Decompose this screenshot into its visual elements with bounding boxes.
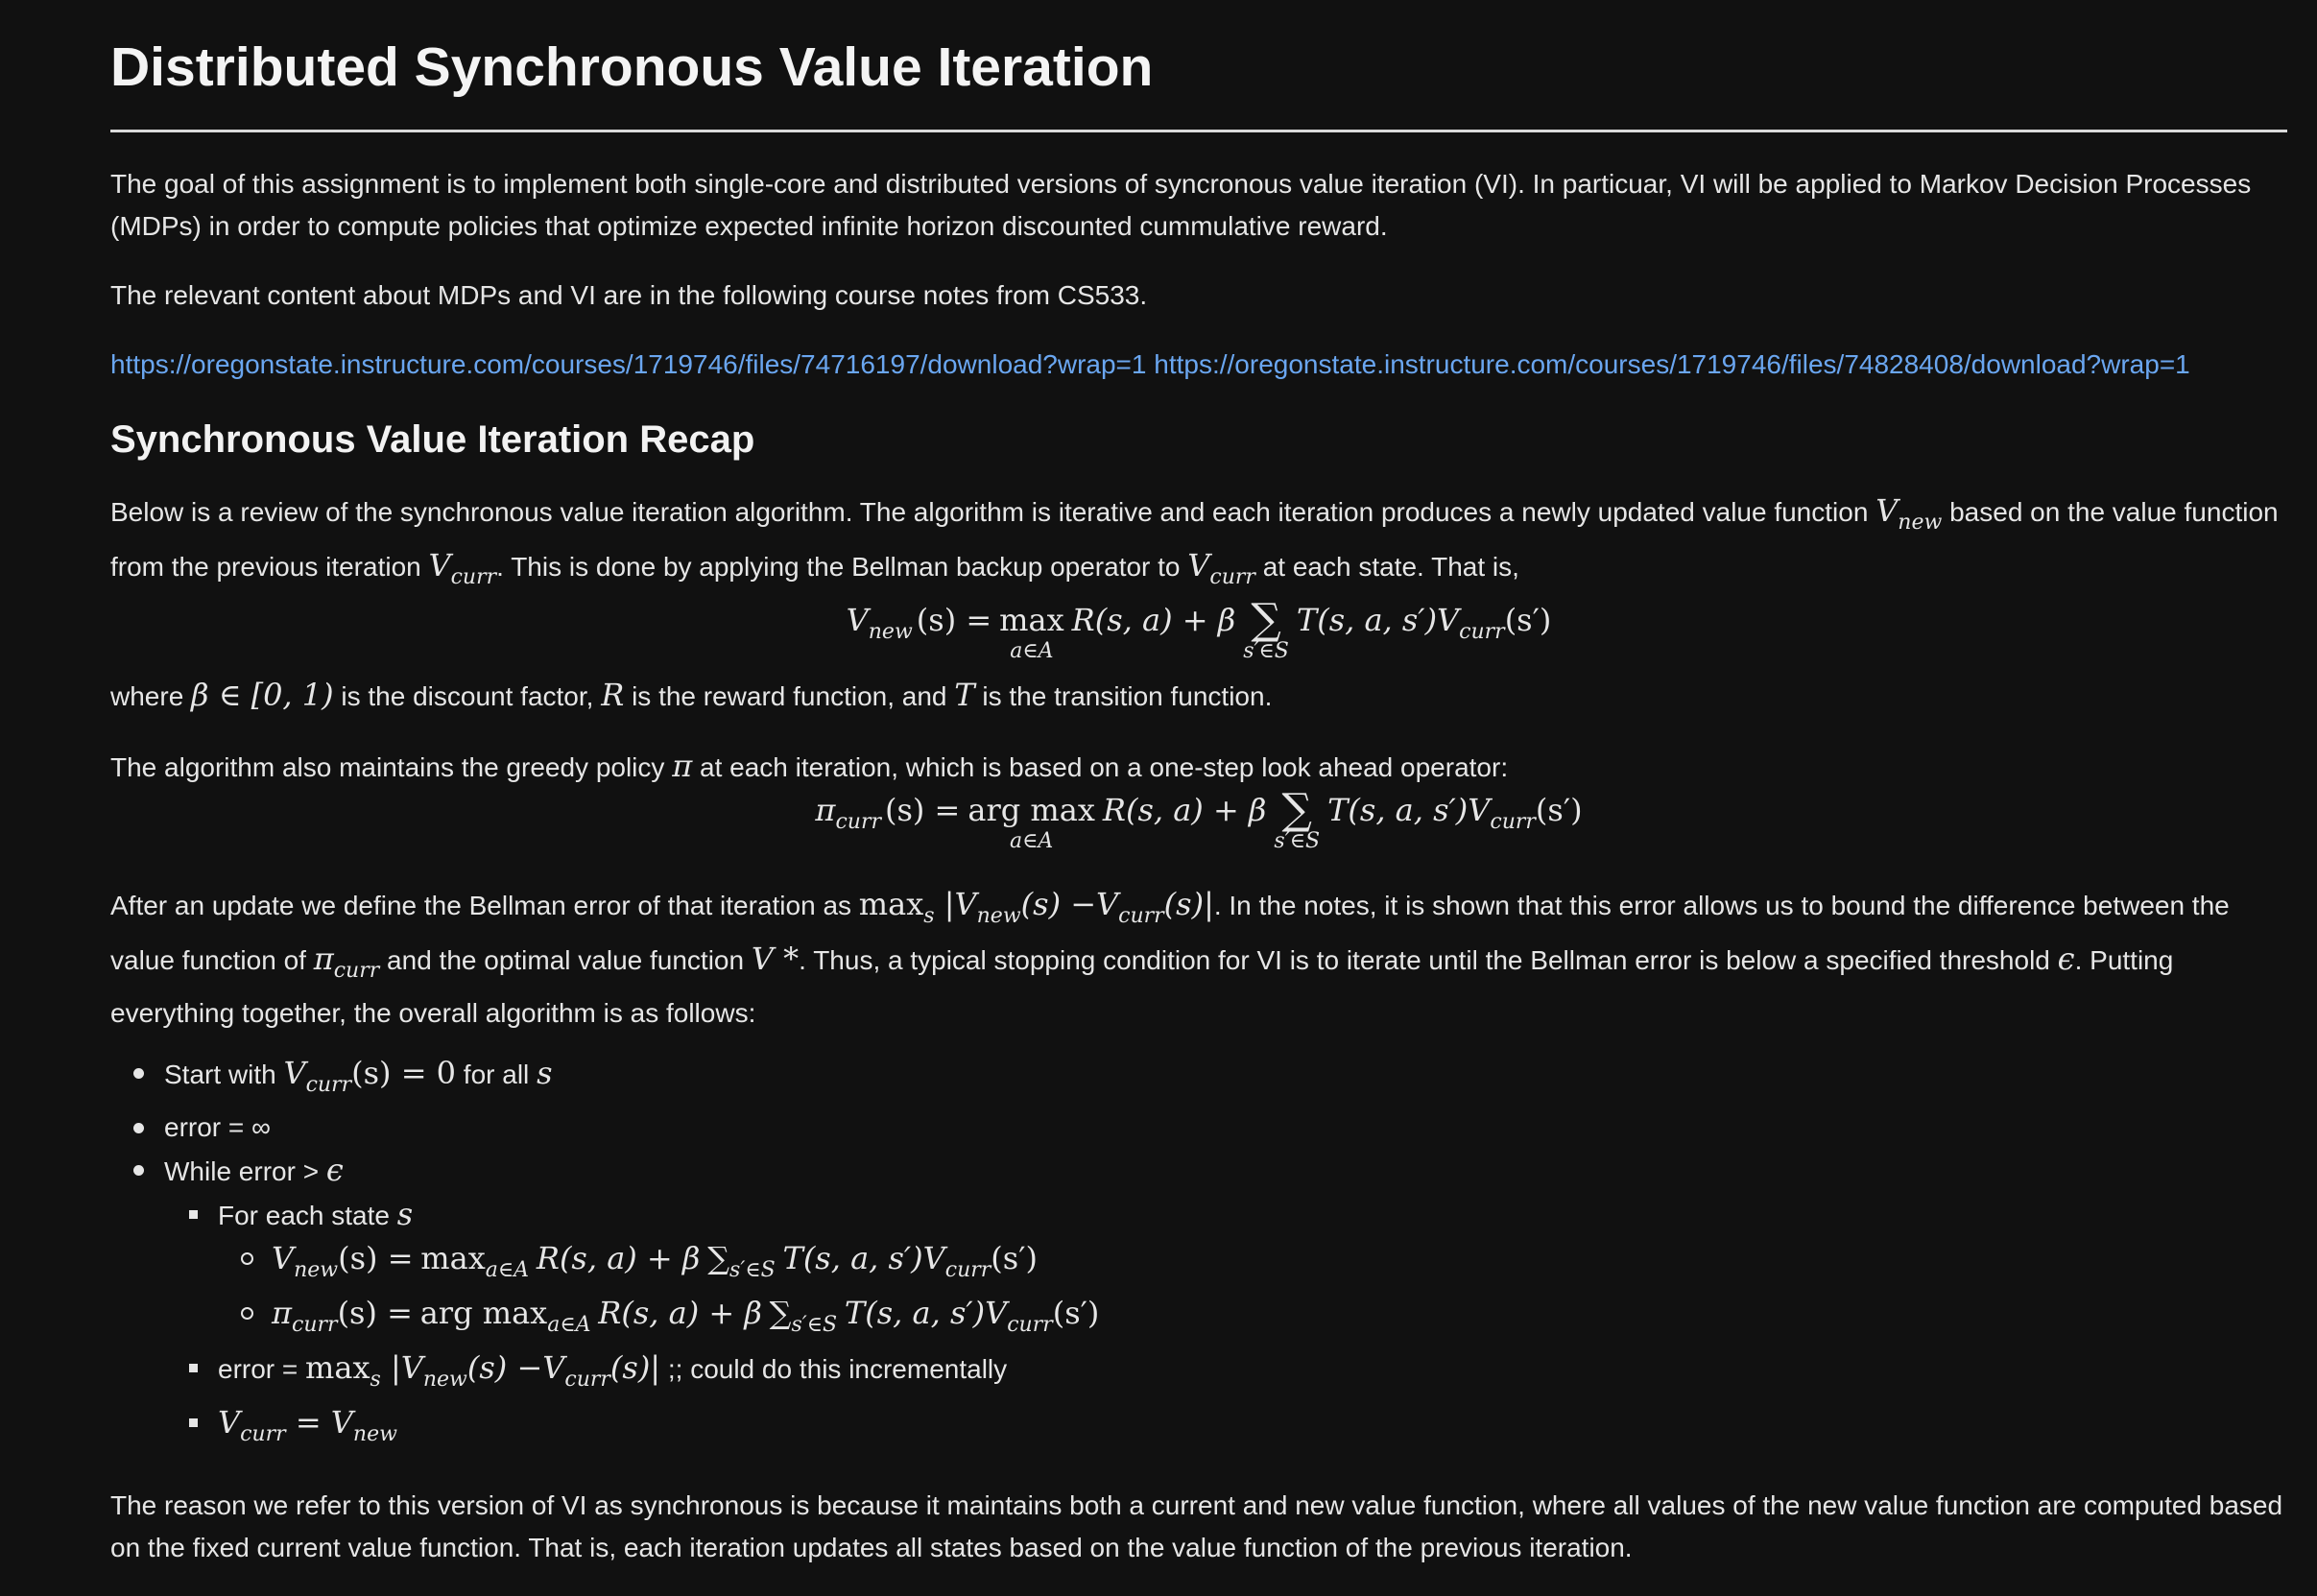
algorithm-list <box>110 1052 2287 1456</box>
list-item: Start with $V_{curr}(s) = 0$ for all s <box>110 1052 2287 1107</box>
synchronous-explanation-paragraph: The reason we refer to this version of VI as synchronous is because it maintains both a current and new value function, where all values of the new value function are computed based on the fixed current value function. That is, each iteration updates all states based on the value function of the previous iteration. <box>110 1490 2283 1562</box>
list-item: $V_{curr} = V_{new}$ <box>164 1401 2287 1456</box>
course-notes-paragraph: The relevant content about MDPs and VI are in the following course notes from CS533. <box>110 280 1148 310</box>
list-item: For each state s $V_{new}(s) = \max_{a\in A} R(s$, a) + β $\sum_{s'\in S}$ T(s, a, $s')V_{curr}(s')$ $\pi_{curr}(s)$ = arg $\max_{a\in A} R(s$, a) + β $\sum_{s'\in S}$ T(s, a, $s')V_{curr}(s')$ <box>164 1193 2287 1346</box>
section-heading: Synchronous Value Iteration Recap <box>110 418 755 461</box>
bellman-backup-equation: $V_{new}$ (s) = max a∈A R(s, a) + β ∑ s′∈S T(s, a, s′) $V_{curr}$ (s′) <box>846 595 1552 663</box>
document-page <box>110 29 2287 1596</box>
intro-paragraph: The goal of this assignment is to implement both single-core and distributed versions of syncronous value iteration (VI). In particuar, VI will be applied to Markov Decision Processes (MDPs) in order to compute policies that optimize expected infinite horizon discounted cummulative reward. <box>110 169 2252 241</box>
recap-paragraph: Below is a review of the synchronous value iteration algorithm. The algorithm is iterative and each iteration produces a newly updated value function $V_{new}$ based on the value function from the previous iteration $V_{curr}$. This is done by applying the Bellman backup operator to $V_{curr}$ at each state. That is, <box>110 492 2279 589</box>
bellman-error-paragraph: After an update we define the Bellman error of that iteration as $\max_s |V_{new}(s) -V_{curr}(s)|$. In the notes, it is shown that this error allows us to bound the difference between the value function of $\pi_{curr}$ and the optimal value function V *. Thus, a typical stopping condition for VI is to iterate until the Bellman error is below a specified threshold ϵ. Putting everything together, the overall algorithm is as follows: <box>110 886 2230 1028</box>
list-item: $\pi_{curr}(s)$ = arg $\max_{a\in A} R(s$, a) + β $\sum_{s'\in S}$ T(s, a, $s')V_{curr}(s')$ <box>218 1292 2287 1346</box>
discount-paragraph: where β ∈ [0, 1) is the discount factor, R is the reward function, and T is the transition function. <box>110 677 1273 713</box>
list-item: While error > ϵ For each state s $V_{new}(s) = \max_{a\in A} R(s$, a) + β $\sum_{s'\in S}$ T(s, a, $s')V_{curr}(s')$ $\pi_{curr}(s)$ = arg $\max_{a\in A} R(s$, a) + β $\sum_{s'\in S}$ T(s, a, $s')V_{curr}(s')$ error = $\max_s |V_{new}(s) -V_{curr}(s)|$ ;; could do this incrementally $V_{curr} = V_{new}$ <box>110 1149 2287 1456</box>
v-curr-symbol: $V_{curr}$ <box>1187 547 1255 589</box>
list-item: $V_{new}(s) = \max_{a\in A} R(s$, a) + β $\sum_{s'\in S}$ T(s, a, $s')V_{curr}(s')$ <box>218 1237 2287 1292</box>
list-item: error = ∞ <box>110 1107 2287 1149</box>
course-notes-link-2[interactable]: https://oregonstate.instructure.com/courses/1719746/files/74828408/download?wrap=1 <box>1154 349 2190 379</box>
links-paragraph <box>110 344 2287 386</box>
course-notes-link-1[interactable]: https://oregonstate.instructure.com/courses/1719746/files/74716197/download?wrap=1 <box>110 349 1147 379</box>
list-item: error = $\max_s |V_{new}(s) -V_{curr}(s)|$ ;; could do this incrementally <box>164 1346 2287 1401</box>
page-title: Distributed Synchronous Value Iteration <box>110 36 1154 98</box>
greedy-policy-paragraph: The algorithm also maintains the greedy policy π at each iteration, which is based on a one-step look ahead operator: <box>110 748 1509 784</box>
title-divider <box>110 130 2287 132</box>
greedy-policy-equation: $\pi_{curr}$ (s) = arg max a∈A R(s, a) + β ∑ s′∈S T(s, a, s′) $V_{curr}$ (s′) <box>815 785 1583 853</box>
v-curr-symbol: $V_{curr}$ <box>428 547 497 589</box>
v-new-symbol: $V_{new}$ <box>1875 492 1943 535</box>
